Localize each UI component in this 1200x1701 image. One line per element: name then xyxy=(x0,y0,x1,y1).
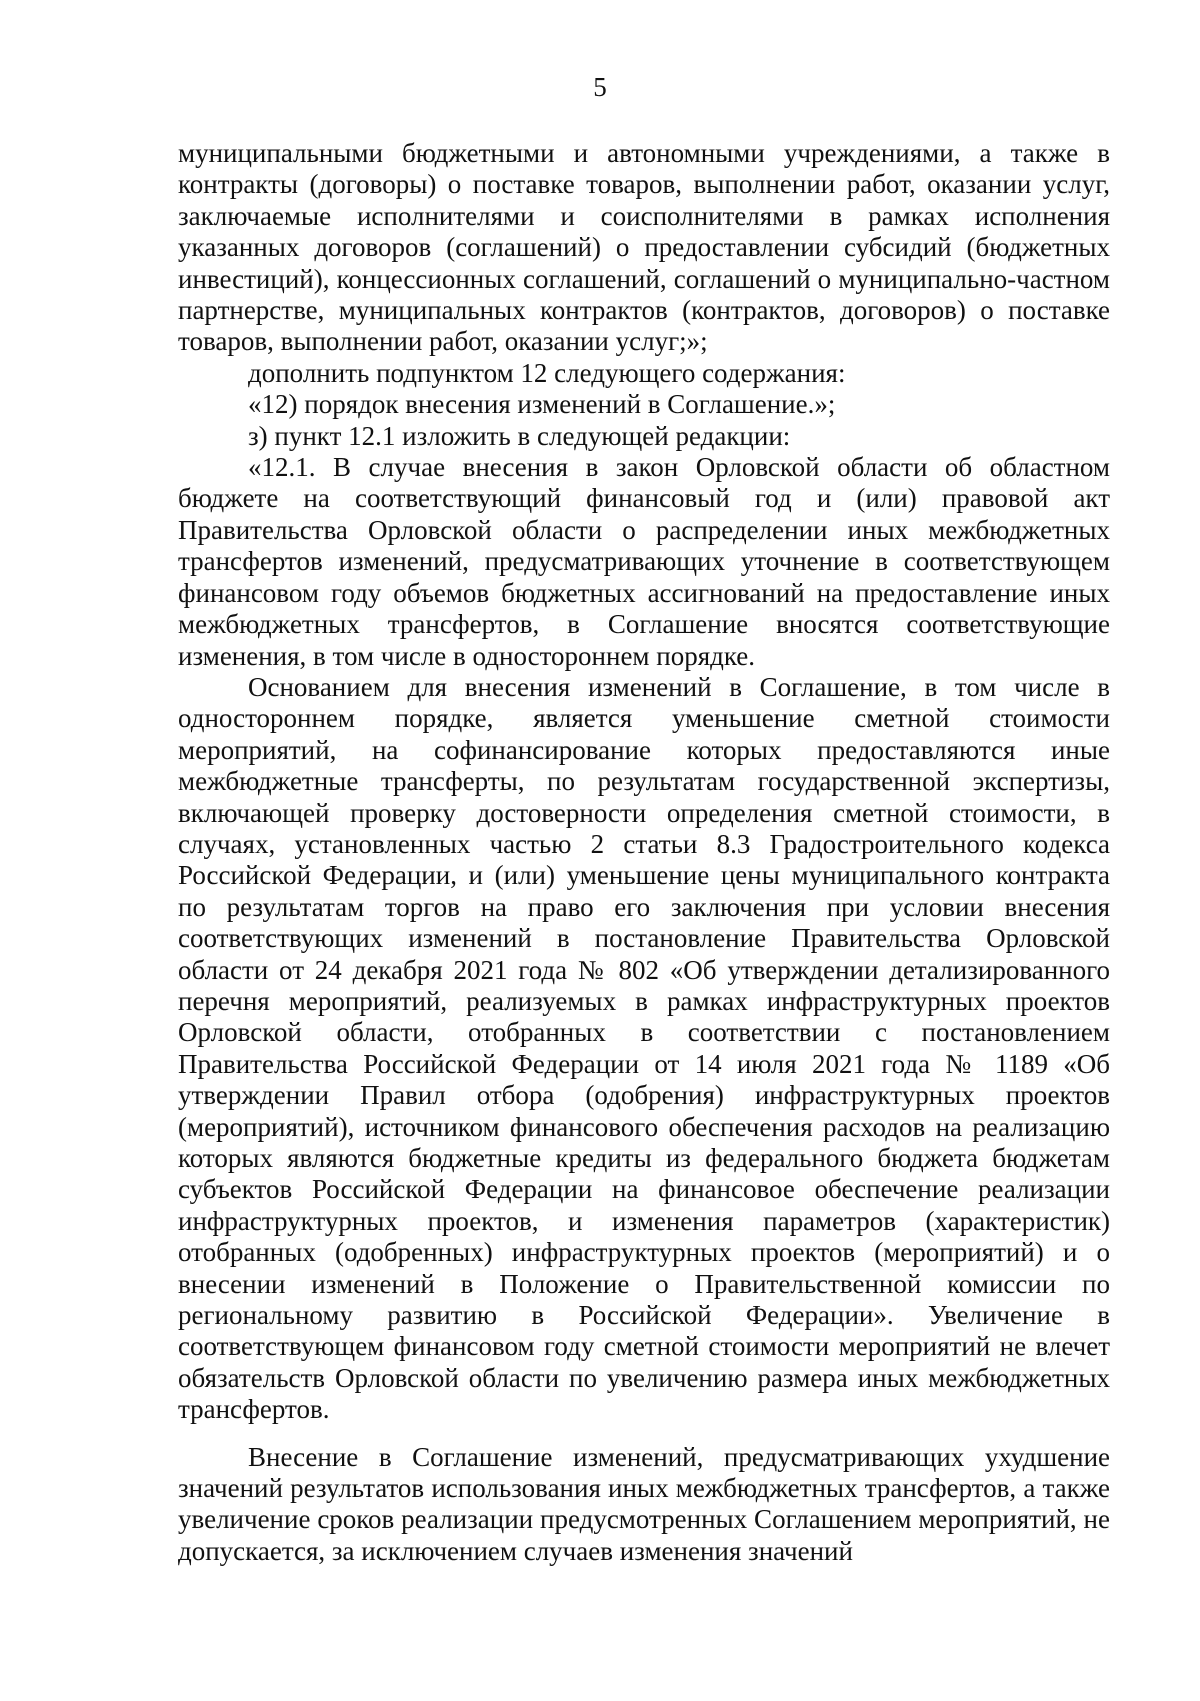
paragraph-add-subpoint: дополнить подпунктом 12 следующего содержания: xyxy=(248,357,846,388)
paragraph-12-1: «12.1. В случае внесения в закон Орловской области об областном бюджете на соответствующий финансовый год и (или) правовой акт Правительства Орловской области о распределении иных межбюджетных трансфертов изменений, предусматривающих уточнение в соответствующем финансовом году объемов бюджетных ассигнований на предоставление иных межбюджетных трансфертов, в Соглашение вносятся соответствующие изменения, в том числе в одностороннем порядке. xyxy=(178,452,1110,671)
paragraph-changes-restriction: Внесение в Соглашение изменений, предусматривающих ухудшение значений результатов использования иных межбюджетных трансфертов, а также увеличение сроков реализации предусмотренных Соглашением мероприятий, не допускается, за исключением случаев изменения значений xyxy=(178,1441,1110,1566)
paragraph-item-z: з) пункт 12.1 изложить в следующей редакции: xyxy=(248,420,791,451)
paragraph-continuation: муниципальными бюджетными и автономными учреждениями, а также в контракты (договоры) о поставке товаров, выполнении работ, оказании услуг, заключаемые исполнителями и соисполнителями в рамках исполнения указанных договоров (соглашений) о предоставлении субсидий (бюджетных инвестиций), концессионных соглашений, соглашений о муниципально-частном партнерстве, муниципальных контрактов (контрактов, договоров) о поставке товаров, выполнении работ, оказании услуг;»; xyxy=(178,138,1110,357)
page-number: 5 xyxy=(593,72,607,102)
paragraph-subpoint-12: «12) порядок внесения изменений в Соглашение.»; xyxy=(248,389,836,420)
paragraph-grounds-for-changes: Основанием для внесения изменений в Соглашение, в том числе в одностороннем порядке, является уменьшение сметной стоимости мероприятий, на софинансирование которых предоставляются иные межбюджетные трансферты, по результатам государственной экспертизы, включающей проверку достоверности определения сметной стоимости, в случаях, установленных частью 2 статьи 8.3 Градостроительного кодекса Российской Федерации, и (или) уменьшение цены муниципального контракта по результатам торгов на право его заключения при условии внесения соответствующих изменений в постановление Правительства Орловской области от 24 декабря 2021 года № 802 «Об утверждении детализированного перечня мероприятий, реализуемых в рамках инфраструктурных проектов Орловской области, отобранных в соответствии с постановлением Правительства Российской Федерации от 14 июля 2021 года № 1189 «Об утверждении Правил отбора (одобрения) инфраструктурных проектов (мероприятий), источником финансового обеспечения расходов на реализацию которых являются бюджетные кредиты из федерального бюджета бюджетам субъектов Российской Федерации на финансовое обеспечение реализации инфраструктурных проектов, и изменения параметров (характеристик) отобранных (одобренных) инфраструктурных проектов (мероприятий) и о внесении изменений в Положение о Правительственной комиссии по региональному развитию в Российской Федерации». Увеличение в соответствующем финансовом году сметной стоимости мероприятий не влечет обязательств Орловской области по увеличению размера иных межбюджетных трансфертов. xyxy=(178,671,1110,1425)
document-body xyxy=(178,138,1110,1567)
